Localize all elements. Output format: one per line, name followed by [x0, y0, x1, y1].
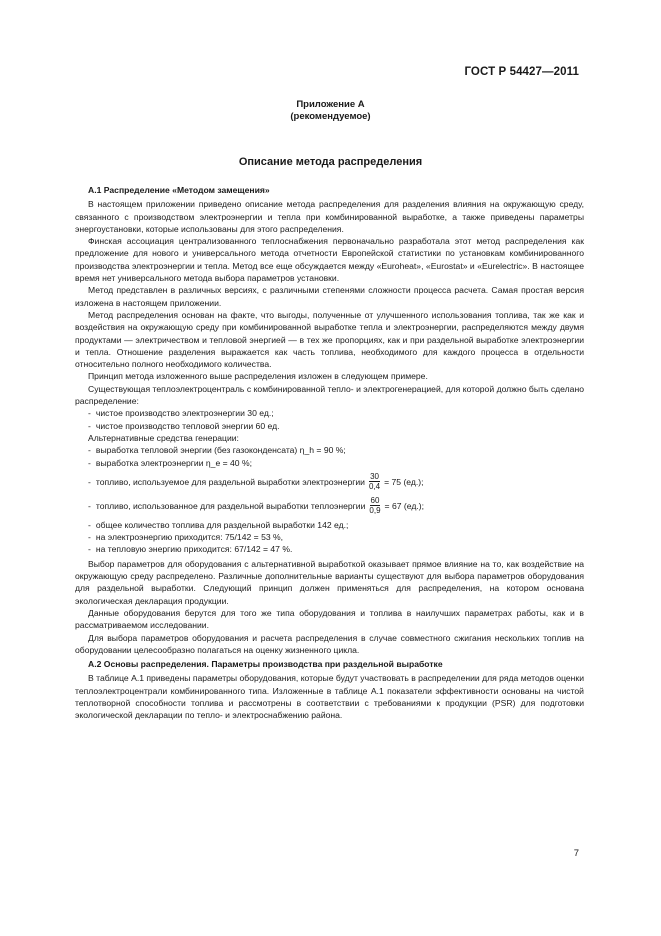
- formula-result: = 75 (ед.);: [384, 476, 424, 487]
- standard-code: ГОСТ Р 54427—2011: [464, 66, 579, 78]
- paragraph: В таблице А.1 приведены параметры оборудования, которые будут участвовать в распределении для ряда методов оценки теплоэлектроцентрали комбинированного типа. Изложенные в таблице А.1 показатели эффективности основаны на чистой теплотворной способности топлива и рассмотрены в соответствии с требованиями к продукции (PSR) для подготовки экологической декларации по тепло- и электроснабжению района.: [75, 673, 584, 721]
- fraction: $\frac{30}{0,4}$: [368, 472, 381, 492]
- paragraph: Выбор параметров для оборудования с альтернативной выработкой оказывает прямое влияние на то, как воздействие на окружающую среду распределено. Различные дополнительные варианты существуют для выбора параметров оборудования для раздельной выработки. Следующий принцип должен применяться для распределения, на котором основана экологическая декларация продукции.: [75, 558, 584, 606]
- list-item: - на электроэнергию приходится: 75/142 = 53 %,: [88, 532, 284, 543]
- paragraph: Метод представлен в различных версиях, с различными степенями сложности процесса расчета. Самая простая версия изложена в настоящем приложении.: [75, 285, 584, 308]
- appendix-title: Приложение А: [296, 99, 365, 110]
- list-item: - чистое производство тепловой энергии 60 ед.: [88, 420, 280, 431]
- paragraph: Данные оборудования берутся для того же типа оборудования и топлива в наилучших параметрах работы, как и в рассматриваемом исследовании.: [75, 607, 584, 631]
- appendix-note: (рекомендуемое): [290, 111, 371, 122]
- fuel-electric-formula: - топливо, используемое для раздельной выработки электроэнергии $\frac{30}{0,4}$ = 75 (ед.);: [88, 472, 424, 492]
- paragraph: Принцип метода изложенного выше распределения изложен в следующем примере.: [88, 371, 428, 382]
- formula-result: = 67 (ед.);: [384, 500, 425, 511]
- paragraph: Финская ассоциация централизованного теплоснабжения первоначально разработала этот метод распределения как предложение для нового и универсального метода отчетности Европейской статистики по установкам комбинированного производства электроэнергии и тепла. Метод все еще обсуждается между «Euroheat», «Eurostat» и «Eurelectric». В настоящее время нет универсального метода выбора параметров установки.: [75, 236, 584, 284]
- list-item: - выработка тепловой энергии (без газоконденсата) η_h = 90 %;: [88, 445, 346, 456]
- alt-title: Альтернативные средства генерации:: [88, 432, 239, 443]
- section-a1-heading: А.1 Распределение «Методом замещения»: [88, 185, 270, 195]
- document-body: [75, 184, 584, 722]
- list-item: - общее количество топлива для раздельной выработки 142 ед.;: [88, 519, 349, 530]
- formula-label: топливо, использованное для раздельной выработки теплоэнергии: [95, 500, 366, 511]
- section-a2-heading: А.2 Основы распределения. Параметры производства при раздельной выработке: [88, 659, 443, 670]
- paragraph: Метод распределения основан на факте, что выгоды, полученные от улучшенного использования топлива, так же как и воздействия на окружающую среду при комбинированной выработке тепла и электроэнергии, распределяются между двумя продуктами — электричеством и тепловой энергией — в тех же пропорциях, как и при раздельной выработке электроэнергии и тепла. Отношение разделения выражается как часть топлива, необходимого для каждого процесса в отдельности относительно полного необходимого количества.: [75, 309, 584, 370]
- formula-label: топливо, используемое для раздельной выработки электроэнергии: [95, 476, 365, 487]
- paragraph: В настоящем приложении приведено описание метода распределения для разделения влияния на окружающую среду, связанного с производством электроэнергии и тепла при комбинированной выработке, а также приведены параметры энергоустановки, которые использованы для этого распределения.: [75, 199, 584, 234]
- fuel-heat-formula: - топливо, использованное для раздельной выработки теплоэнергии $\frac{60}{0,9}$ = 67 (ед.);: [88, 496, 425, 516]
- list-item: - чистое производство электроэнергии 30 ед.;: [88, 408, 274, 419]
- page-title: Описание метода распределения: [238, 156, 423, 168]
- paragraph: Существующая теплоэлектроцентраль с комбинированной тепло- и электрогенерацией, для которой должно быть сделано распределение:: [75, 383, 584, 407]
- list-item: - выработка электроэнергии η_e = 40 %;: [88, 457, 253, 468]
- page-number: 7: [573, 848, 579, 859]
- list-item: - на тепловую энергию приходится: 67/142 = 47 %.: [88, 544, 293, 555]
- appendix-header: [0, 99, 661, 123]
- fraction: $\frac{60}{0,9}$: [369, 496, 381, 516]
- paragraph: Для выбора параметров оборудования и расчета распределения в случае совместного сжигания нескольких топлив на оборудовании целесообразно полагаться на оценку жизненного цикла.: [75, 632, 584, 655]
